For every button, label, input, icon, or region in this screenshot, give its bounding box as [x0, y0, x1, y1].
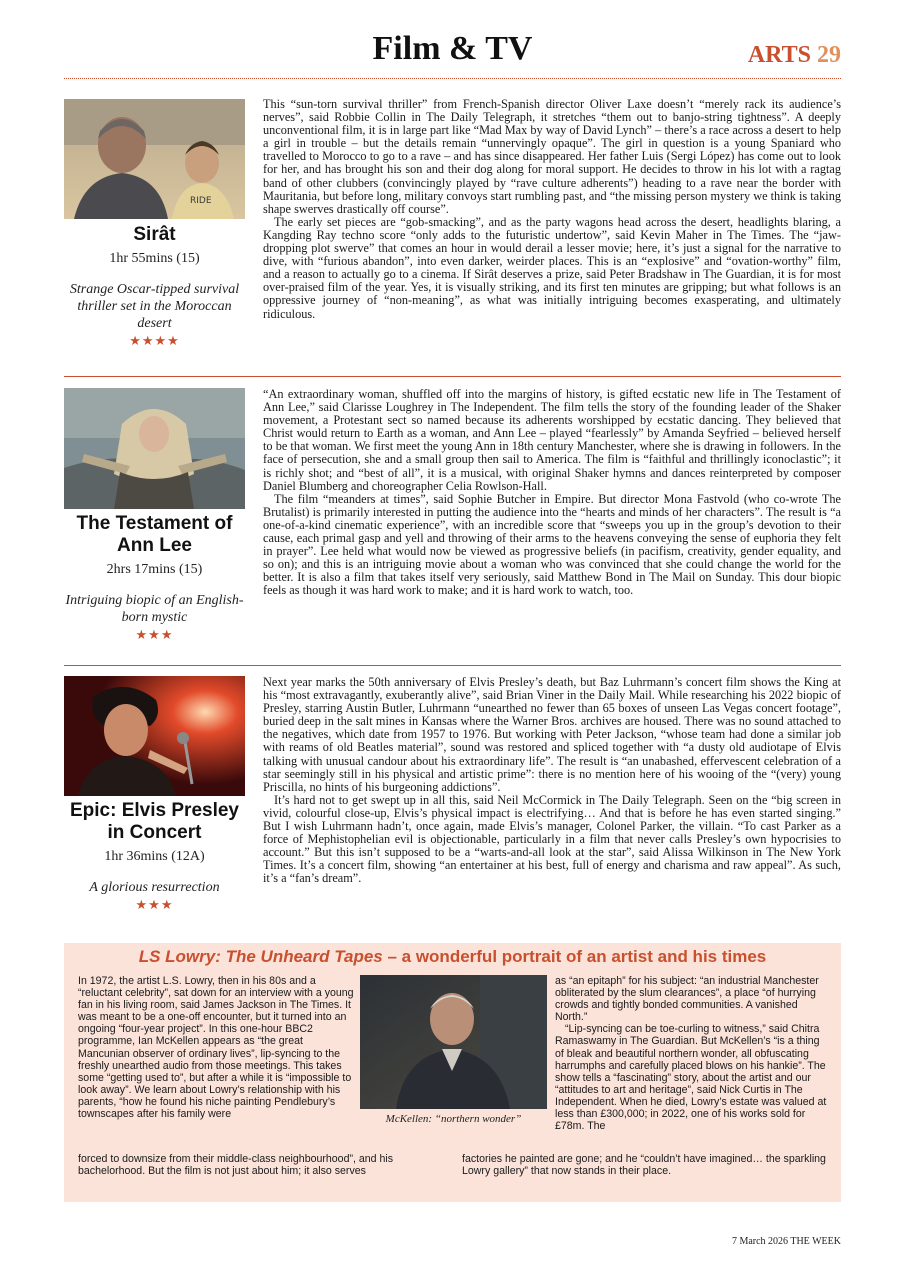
film-verdict: Intriguing biopic of an English-born mystic — [65, 593, 244, 625]
tv-review-box — [64, 943, 841, 1202]
page-header — [64, 30, 841, 78]
sirat-sidebar — [64, 224, 245, 349]
star-rating: ★★★ — [135, 898, 174, 913]
header-divider — [64, 78, 841, 79]
review-paragraph: The film “meanders at times”, said Sophie Butcher in Empire. But director Mona Fastvold (who co-wrote The Brutalist) is primarily interested in putting the audience into the “hearts and minds of her characters”. The result is “a one-of-a-kind cinematic experience”, with an incredible score that “sweeps you up in the group’s devotion to their cause, each primal gasp and yell and throwing of their arms to the heavens conveying the sense of euphoria they felt in prayer”. Lee held what would now be viewed as progressive beliefs (in pacifism, creativity, gender equality, and so on); and this is an intriguing movie about a woman who was convinced that she could change the world for the better. It is also a film that takes itself very seriously, said Matthew Bond in The Mail on Sunday. This dour biopic feels as though it was hard work to make; and it is hard work to watch, too. — [263, 491, 841, 598]
tv-box-paragraph: “Lip-syncing can be toe-curling to witness,” said Chitra Ramaswamy in The Guardian. But McKellen’s “is a thing of bleak and beautiful northern wonder, all obfuscating harrumphs and carefully placed blows on his hankie”. The show tells a “fascinating” story, about the artist and our “attitudes to art and heritage”, said Nick Curtis in The Independent. When he died, Lowry’s estate was valued at less than £300,000; in 2022, one of his works sold for £78m. The — [555, 1023, 827, 1133]
review-divider-2 — [64, 665, 841, 666]
sirat-poster-image — [64, 99, 245, 219]
review-paragraph: It’s hard not to get swept up in all this, said Neil McCormick in The Daily Telegraph. Seen on the “big screen in vivid, colourful close-up, Elvis’s physical impact is electrifying… And that is before he has even started singing.” But I wish Luhrmann hadn’t, once again, made Elvis’s manager, Colonel Parker, the villain. “To cast Parker as a force of Mephistophelian evil is objectionable, particularly in a film that never calls Presley’s own hypocrisies to account.” But this isn’t supposed to be a “warts-and-all look at the star”, said Alissa Wilkinson in The New York Times. It’s a concert film, showing “an entertainer at his best, full of energy and charisma and raw appeal”. As such, it’s a “fan’s dream”. — [263, 792, 841, 886]
tv-box-right-column — [555, 975, 828, 1132]
review-paragraph: “An extraordinary woman, shuffled off into the margins of history, is gifted ecstatic new life in The Testament of Ann Lee,” said Clarisse Loughrey in The Independent. The film tells the story of the founding leader of the Shaker movement, a Protestant sect so named because its adherents worshipped by ecstatic dancing. They believed that Christ would return to Earth as a woman, and Ann Lee – played “fearlessly” by Amanda Seyfried – believed herself to be that woman. We first meet the young Ann in 18th century Manchester, where she is drawing in followers. In the face of persecution, she and a small group then sail to America. The film is “faithful and thrillingly iconoclastic”; it is richly shot; and “best of all”, it is a musical, with original Shaker hymns and dances reinterpreted by composer Daniel Blumberg and choreographer Celia Rowlson-Hall. — [263, 387, 841, 493]
tv-box-title-show: LS Lowry: The Unheard Tapes — [138, 947, 383, 966]
star-rating: ★★★★ — [129, 334, 180, 349]
ann-lee-sidebar — [64, 513, 245, 643]
page-title: Film & TV — [372, 30, 533, 67]
ann-lee-poster-image — [64, 388, 245, 509]
section-label — [748, 42, 841, 69]
star-rating: ★★★ — [135, 628, 174, 643]
film-runtime: 1hr 36mins (12A) — [104, 849, 205, 864]
tv-box-bottom-left: forced to downsize from their middle-class neighbourhood”, and his bachelorhood. But the film is not just about him; it also serves — [78, 1153, 394, 1178]
tv-box-title-rest: – a wonderful portrait of an artist and his times — [382, 947, 767, 966]
film-title: Sirât — [133, 224, 176, 245]
elvis-sidebar — [64, 800, 245, 913]
review-paragraph: The early set pieces are “gob-smacking”, and as the party wagons head across the desert, headlights blaring, a Kangding Ray techno score “only adds to the futuristic undertow”, said Kevin Maher in The Times. The “jaw-dropping plot swerve” that comes an hour in would derail a lesser movie; here, it’s just a signal for the narrative to dive, with “furious abandon”, into even darker, weirder places. This is an “explosive” and “ovation-worthy” film, and a reason to actually go to a cinema. If Sirât deserves a prize, said Peter Bradshaw in The Guardian, it is for most over-praised film of the year. Yes, it is visually striking, and its first ten minutes are gripping; but what follows is an oppressive journey of “non-meaning”, as what was initially intriguing becomes exasperating, and ultimately ridiculous. — [263, 214, 841, 321]
film-verdict: A glorious resurrection — [89, 880, 220, 895]
review-testament-of-ann-lee — [64, 388, 841, 660]
review-body — [263, 98, 841, 321]
film-title: Epic: Elvis Presley in Concert — [70, 800, 239, 843]
review-divider-1 — [64, 376, 841, 377]
page-number: 29 — [817, 42, 841, 68]
page-footer: 7 March 2026 THE WEEK — [731, 1236, 841, 1247]
tv-box-paragraph: as “an epitaph” for his subject: “an industrial Manchester obliterated by the slum clearances”, a place “of hurrying crowds and tightly bonded communities. A vanished North.” — [555, 975, 819, 1024]
tv-box-paragraph: In 1972, the artist L.S. Lowry, then in his 80s and a “reluctant celebrity”, sat down for an interview with a young fan in his living room, said James Jackson in The Times. It was meant to be a one-off encounter, but it turned into an ongoing “four-year project”. In this one-hour BBC2 programme, Ian McKellen appears as “the great Mancunian observer of ordinary lives”, lip-syncing to the freshly unearthed audio from those meetings. This takes some “getting used to”, but after a while it is “impossible to look away”. We learn about Lowry’s relationship with his parents, “how he found his niche painting Pendlebury’s townscapes after his family were — [78, 975, 354, 1121]
review-paragraph: Next year marks the 50th anniversary of Elvis Presley’s death, but Baz Luhrmann’s concert film shows the King at his “most extravagantly, exuberantly alive”, said Brian Viner in the Daily Mail. While researching his 2022 biopic of Presley, starring Austin Butler, Luhrmann “unearthed no fewer than 65 boxes of unseen Las Vegas concert footage”, buried deep in the salt mines in Kansas where the Warner Bros. archives are housed. There was no sound attached to the negatives, which date from 1957 to 1976. But working with Peter Jackson, “whose team had done a similar job with reams of old Beatles material”, sound was restored and spliced together with “a dusty old audiotape of Elvis talking with unusual candour about his extraordinary life”. The result is “an unabashed, effervescent celebration of a star seemingly still in his physical and artistic prime”: there is no mention here of his wooing of the “(very) young Priscilla, no hints of his burgeoning addictions”. — [263, 675, 841, 794]
tv-box-title — [64, 947, 841, 967]
review-body — [263, 676, 841, 886]
elvis-poster-image — [64, 676, 245, 796]
film-runtime: 2hrs 17mins (15) — [106, 562, 203, 577]
review-paragraph: This “sun-torn survival thriller” from French-Spanish director Oliver Laxe doesn’t “merely rack its audience’s nerves”, said Robbie Collin in The Daily Telegraph, it stretches “them out to banjo-string tightness”. A deeply unconventional film, it is in large part like “Mad Max by way of David Lynch” – there’s a race across a desert to help a girl in trouble – but the details remain “unnervingly opaque”. The girl in question is a young Spaniard who travelled to Morocco to go to a rave – and has since disappeared. Her father Luis (Sergi López) has come out to look for her, and has brought his son and their dog along for moral support. He decides to throw in his lot with a ragtag band of other clubbers (convincingly played by “rave culture adherents”) heading to a rave near the border with Mauritania, but before long, military convoys start rumbling past, and “the missing person mystery we think is taking shape swerves drastically off course”. — [263, 97, 841, 216]
review-body — [263, 388, 841, 598]
tv-box-bottom-right: factories he painted are gone; and he “couldn’t have imagined… the sparkling Lowry gallery” that now stands in their place. — [462, 1153, 826, 1178]
film-verdict: Strange Oscar-tipped survival thriller set in the Moroccan desert — [69, 282, 240, 331]
review-sirat — [64, 98, 841, 372]
svg-text:RIDE: RIDE — [190, 196, 212, 206]
tv-box-left-column — [78, 975, 354, 1120]
film-title: The Testament of Ann Lee — [76, 513, 233, 556]
mckellen-photo — [360, 975, 547, 1109]
film-runtime: 1hr 55mins (15) — [109, 251, 200, 266]
review-epic-elvis-presley — [64, 676, 841, 934]
section-word: ARTS — [747, 42, 811, 68]
photo-caption: McKellen: “northern wonder” — [385, 1113, 522, 1125]
